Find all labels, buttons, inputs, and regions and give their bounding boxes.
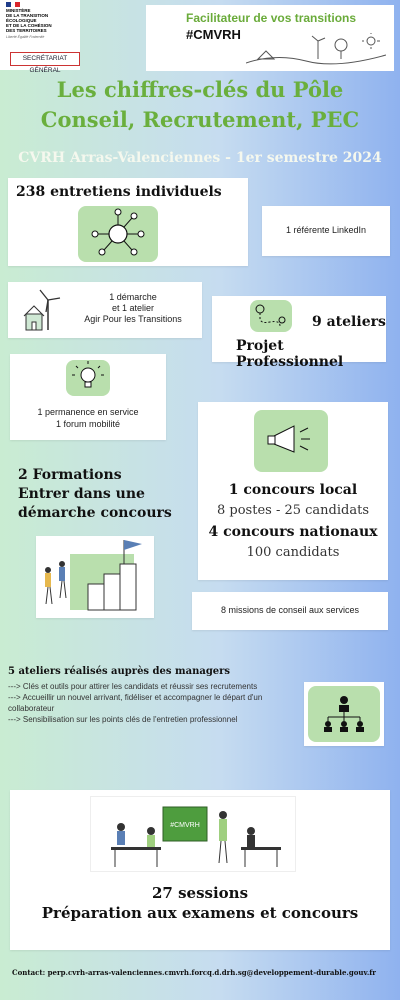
light-bulb-icon bbox=[66, 360, 110, 396]
title-line-1: Les chiffres-clés du Pôle bbox=[56, 77, 344, 102]
secretariat-label: SECRÉTARIAT GÉNÉRAL bbox=[10, 52, 80, 66]
route-illustration bbox=[250, 300, 292, 332]
permanence-card bbox=[10, 354, 166, 440]
sessions-card bbox=[10, 790, 390, 950]
formations-stat: 2 Formations bbox=[18, 467, 122, 483]
page-subtitle: CVRH Arras-Valenciennes - 1er semestre 2024 bbox=[18, 150, 382, 166]
ministry-name bbox=[6, 8, 76, 40]
demarche-text bbox=[70, 292, 196, 325]
managers-icon-card bbox=[304, 682, 384, 746]
sessions-stat: 27 sessions bbox=[151, 884, 249, 902]
demarche-stat: 1 démarche bbox=[109, 292, 157, 302]
atelier-stat: et 1 atelier bbox=[111, 303, 155, 313]
agir-label: Agir Pour les Transitions bbox=[84, 314, 182, 324]
megaphone-icon bbox=[254, 410, 328, 472]
ministry-line: ÉCOLOGIQUE bbox=[6, 18, 37, 23]
missions-stat: 8 missions de conseil aux services bbox=[220, 605, 360, 615]
formations-line: démarche concours bbox=[18, 505, 172, 521]
managers-block bbox=[8, 666, 302, 762]
hashtag: #CMVRH bbox=[186, 27, 241, 42]
tagline: Facilitateur de vos transitions bbox=[186, 11, 357, 25]
megaphone-illustration bbox=[254, 410, 328, 472]
permanence-stat: 1 permanence en service bbox=[37, 407, 139, 417]
ateliers-pp-stat: 9 ateliers bbox=[312, 314, 386, 330]
concours-card bbox=[198, 402, 388, 580]
missions-card bbox=[192, 592, 388, 630]
network-illustration bbox=[78, 206, 158, 262]
ministry-line: ET DE LA COHÉSION bbox=[6, 23, 52, 28]
french-flag-icon bbox=[6, 2, 20, 7]
formations-line: Entrer dans une bbox=[18, 486, 145, 502]
candidats-stat: 100 candidats bbox=[246, 545, 340, 560]
demarche-card bbox=[8, 282, 202, 338]
forum-stat: 1 forum mobilité bbox=[55, 419, 121, 429]
route-map-icon bbox=[250, 300, 292, 332]
ateliers-pp-card bbox=[212, 296, 386, 370]
permanence-text bbox=[10, 406, 166, 430]
ministry-line: DE LA TRANSITION bbox=[6, 13, 49, 18]
wind-turbine-house-icon bbox=[18, 286, 66, 334]
ministry-logo-block bbox=[0, 0, 80, 74]
ateliers-pp-label: Projet Professionnel bbox=[236, 338, 344, 370]
linkedin-card bbox=[262, 206, 390, 256]
title-line-2: Conseil, Recrutement, PEC bbox=[40, 107, 360, 132]
header-banner bbox=[146, 5, 394, 71]
team-illustration bbox=[308, 686, 380, 742]
concours-local-stat: 1 concours local bbox=[228, 482, 358, 498]
team-hierarchy-icon bbox=[308, 686, 380, 742]
managers-item: ---> Accueillir un nouvel arrivant, fidéliser et accompagner le départ d'un collaborateur bbox=[8, 693, 263, 713]
preparation-label: Préparation aux examens et concours bbox=[41, 904, 359, 922]
network-icon bbox=[78, 206, 158, 262]
classroom-illustration bbox=[90, 796, 296, 872]
classroom-icon bbox=[91, 797, 297, 873]
managers-list bbox=[8, 681, 302, 725]
linkedin-stat: 1 référente LinkedIn bbox=[285, 225, 367, 235]
page-title bbox=[0, 76, 400, 134]
bulb-illustration bbox=[66, 360, 110, 396]
concours-nat-stat: 4 concours nationaux bbox=[208, 524, 378, 540]
managers-title: 5 ateliers réalisés auprès des managers bbox=[8, 666, 231, 677]
postes-stat: 8 postes - 25 candidats bbox=[217, 503, 369, 518]
contact-email[interactable]: Contact: perp.cvrh-arras-valenciennes.cmvrh.forcq.d.drh.sg@developpement-durable.gouv.fr bbox=[12, 968, 376, 977]
motto: Liberté Égalité Fraternité bbox=[6, 35, 45, 39]
managers-item: ---> Sensibilisation sur les points clés de l'entretien professionnel bbox=[8, 715, 238, 724]
managers-item: ---> Clés et outils pour attirer les candidats et réussir ses recrutements bbox=[8, 682, 258, 691]
board-label: #CMVRH bbox=[170, 822, 200, 829]
landscape-sketch-icon bbox=[246, 33, 386, 71]
ministry-line: MINISTÈRE bbox=[6, 8, 31, 13]
podium-illustration bbox=[36, 536, 154, 618]
entretiens-stat: 238 entretiens individuels bbox=[16, 184, 222, 200]
formations-block bbox=[18, 466, 172, 523]
ministry-line: DES TERRITOIRES bbox=[6, 28, 47, 33]
entretiens-card bbox=[8, 178, 248, 266]
podium-flag-icon bbox=[36, 536, 154, 618]
